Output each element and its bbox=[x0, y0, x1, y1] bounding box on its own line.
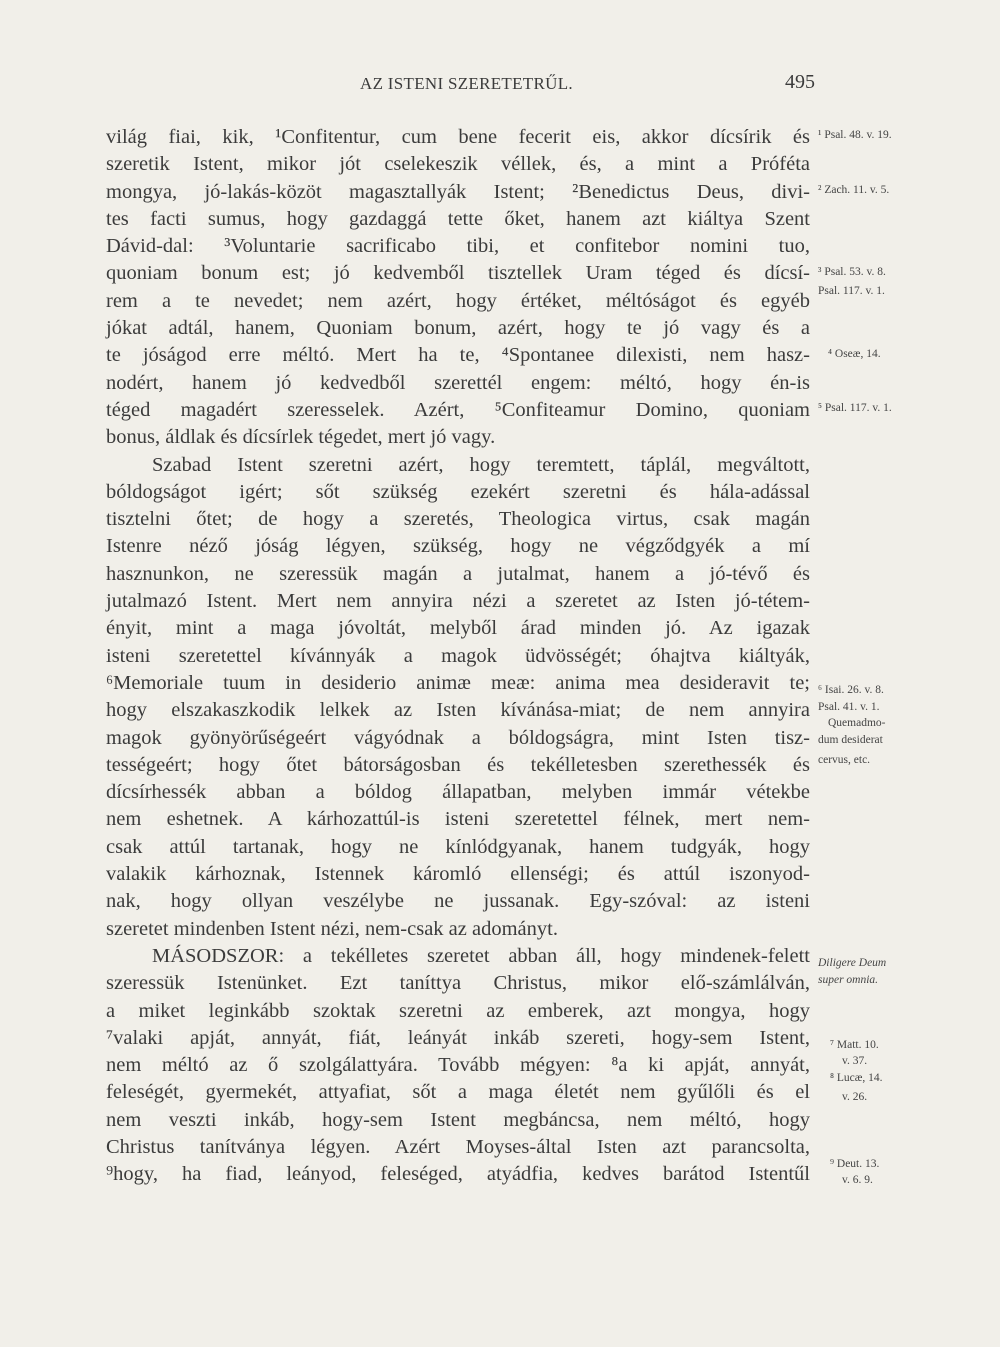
text-line: nem méltó az ő szolgálattyára. Tovább mégyen: ⁸a ki apját, annyát, bbox=[106, 1054, 810, 1077]
text-line: jókat adtál, hanem, Quoniam bonum, azért, hogy te jó vagy és a bbox=[106, 317, 810, 340]
text-line: hogy elszakaszkodik lelkek az Isten kívánása-miat; de nem annyira bbox=[106, 699, 810, 722]
margin-note: v. 37. bbox=[842, 1055, 868, 1067]
page-number: 495 bbox=[785, 71, 815, 93]
text-line: Istenre néző jóság légyen, szükség, hogy ne végződgyék a mí bbox=[106, 535, 810, 558]
text-line: jutalmazó Istent. Mert nem annyira nézi a szeretet az Isten jó-tétem- bbox=[106, 590, 810, 613]
text-line: mongya, jó-lakás-közöt magasztallyák Istent; ²Benedictus Deus, divi- bbox=[106, 180, 810, 203]
margin-note: cervus, etc. bbox=[818, 754, 871, 766]
text-line: nem eshetnek. A kárhozattúl-is isteni szeretettel félnek, mert nem- bbox=[106, 808, 810, 831]
margin-note: v. 6. 9. bbox=[842, 1174, 873, 1186]
margin-note: ⁶ Isai. 26. v. 8. bbox=[818, 684, 884, 696]
margin-note: dum desiderat bbox=[818, 734, 883, 746]
text-line: tes facti sumus, hogy gazdaggá tette őket, hanem azt kiáltya Szent bbox=[106, 207, 810, 230]
text-line: rem a te nevedet; nem azért, hogy értéket, méltóságot és egyéb bbox=[106, 289, 810, 312]
margin-note: ⁴ Oseæ, 14. bbox=[828, 348, 881, 360]
text-line: Szabad Istent szeretni azért, hogy teremtett, táplál, megváltott, bbox=[152, 453, 810, 476]
margin-note: ⁸ Lucæ, 14. bbox=[830, 1072, 883, 1084]
text-line: szeretet mindenben Istent nézi, nem-csak az adományt. bbox=[106, 917, 558, 940]
margin-note: ¹ Psal. 48. v. 19. bbox=[818, 129, 892, 141]
text-line: feleségét, gyermekét, attyafiat, sőt a maga életét nem gyűlőli és el bbox=[106, 1081, 810, 1104]
margin-note: ⁹ Deut. 13. bbox=[830, 1158, 880, 1170]
text-line: dícsírhessék abban a bóldog állapatban, melyben immár vétekbe bbox=[106, 781, 810, 804]
margin-note: ⁵ Psal. 117. v. 1. bbox=[818, 402, 892, 414]
text-line: Christus tanítványa légyen. Azért Moyses-által Isten azt parancsolta, bbox=[106, 1135, 810, 1158]
margin-note: Quemadmo- bbox=[828, 717, 886, 729]
text-line: te jóságod erre méltó. Mert ha te, ⁴Spontanee dilexisti, nem hasz- bbox=[106, 344, 810, 367]
text-line: nodért, hanem jó kedvedből szerettél engem: méltó, hogy én-is bbox=[106, 371, 810, 394]
text-line: ⁷valaki apját, annyát, fiát, leányát inkáb szereti, hogy-sem Istent, bbox=[106, 1026, 810, 1049]
text-line: nem veszti inkáb, hogy-sem Istent megbáncsa, nem méltó, hogy bbox=[106, 1108, 810, 1131]
text-line: ényit, mint a maga jóvoltát, melyből árad minden jó. Az igazak bbox=[106, 617, 810, 640]
text-line: bóldogságot igért; sőt szükség ezekért szeretni és hála-adással bbox=[106, 480, 810, 503]
text-line: hasznunkon, ne szeressük magán a jutalmat, hanem a jó-tévő és bbox=[106, 562, 810, 585]
text-line: MÁSODSZOR: a tekélletes szeretet abban áll, hogy mindenek-felett bbox=[152, 944, 810, 967]
text-line: Dávid-dal: ³Voluntarie sacrificabo tibi, et confitebor nomini tuo, bbox=[106, 235, 810, 258]
text-line: bonus, áldlak és dícsírlek tégedet, mert jó vagy. bbox=[106, 426, 496, 449]
margin-note: super omnia. bbox=[818, 974, 879, 986]
margin-note: Diligere Deum bbox=[818, 957, 887, 969]
text-line: ⁹hogy, ha fiad, leányod, feleséged, atyádfia, kedves barátod Istentűl bbox=[106, 1163, 810, 1186]
margin-note: v. 26. bbox=[842, 1091, 868, 1103]
running-title: AZ ISTENI SZERETETRŰL. bbox=[360, 74, 573, 93]
text-line: ⁶Memoriale tuum in desiderio animæ meæ: anima mea desideravit te; bbox=[106, 671, 810, 694]
text-line: magok gyönyörűségeért vágyódnak a bóldogságra, mint Isten tisz- bbox=[106, 726, 810, 749]
margin-note: ² Zach. 11. v. 5. bbox=[818, 184, 890, 196]
margin-note: ⁷ Matt. 10. bbox=[830, 1039, 879, 1051]
margin-note: Psal. 117. v. 1. bbox=[818, 285, 885, 297]
body-text bbox=[106, 124, 810, 1189]
text-line: világ fiai, kik, ¹Confitentur, cum bene fecerit eis, akkor dícsírik és bbox=[106, 126, 810, 148]
margin-note: Psal. 41. v. 1. bbox=[818, 701, 880, 713]
text-line: tisztelni őtet; de hogy a szeretés, Theologica virtus, csak magán bbox=[106, 508, 810, 531]
text-line: a miket leginkább szoktak szeretni az emberek, azt mongya, hogy bbox=[106, 999, 810, 1022]
text-line: szeretik Istent, mikor jót cselekeszik véllek, és, a mint a Próféta bbox=[106, 153, 810, 176]
text-line: quoniam bonum est; jó kedvemből tisztellek Uram téged és dícsí- bbox=[106, 262, 810, 285]
margin-note: ³ Psal. 53. v. 8. bbox=[818, 266, 886, 278]
text-line: tességeért; hogy őtet bátorságosban és tekélletesben szerethessék és bbox=[106, 753, 810, 776]
text-line: isteni szeretettel kívánnyák a magok üdvösségét; óhajtva kiáltyák, bbox=[106, 644, 810, 667]
text-line: szeressük Istenünket. Ezt taníttya Christus, mikor elő-számlálván, bbox=[106, 972, 810, 995]
text-line: csak attúl tartanak, hogy ne kínlódgyanak, hanem tudgyák, hogy bbox=[106, 835, 810, 858]
text-line: téged magadért szeresselek. Azért, ⁵Confiteamur Domino, quoniam bbox=[106, 398, 810, 421]
text-line: valakik kárhoznak, Istennek káromló ellenségi; és attúl iszonyod- bbox=[106, 863, 810, 886]
text-line: nak, hogy ollyan veszélybe ne jussanak. Egy-szóval: az isteni bbox=[106, 890, 810, 913]
page-header bbox=[0, 71, 1000, 98]
